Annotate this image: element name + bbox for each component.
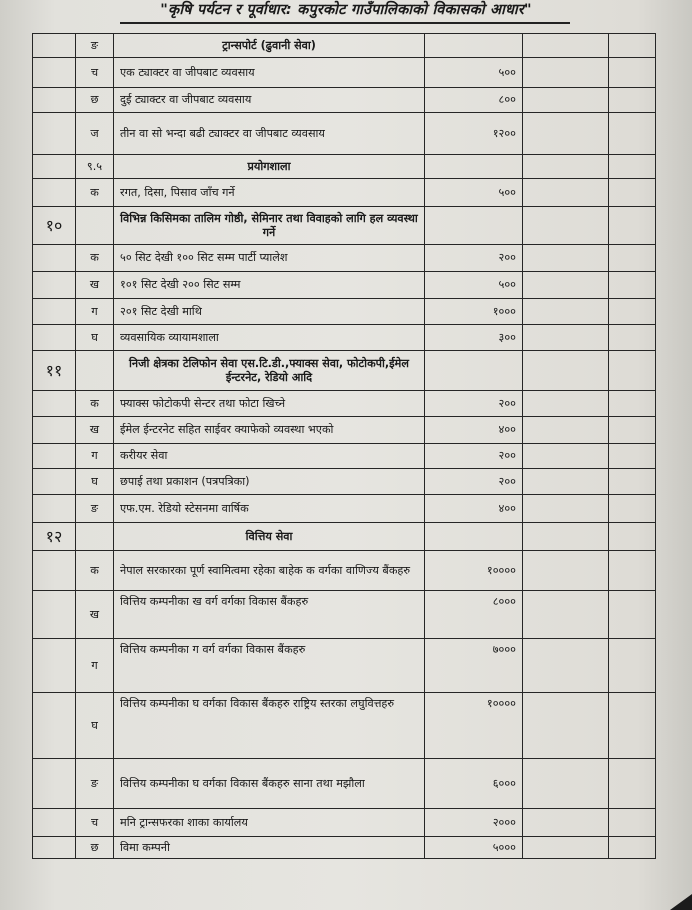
- item-letter: घ: [76, 469, 114, 495]
- table-row: [33, 245, 656, 272]
- empty-cell: [523, 591, 609, 639]
- item-letter: च: [76, 58, 114, 88]
- page-title: "कृषि पर्यटन र पूर्वाधार: कपुरकोट गाउँपालिकाको विकासको आधार": [160, 2, 532, 18]
- fee-amount: [425, 155, 523, 179]
- item-description: वित्तिय कम्पनीका घ वर्गका विकास बैंकहरु राष्ट्रिय स्तरका लघुवित्तहरु: [114, 693, 425, 759]
- item-description: विमा कम्पनी: [114, 837, 425, 859]
- table-row: [33, 639, 656, 693]
- table-row: [33, 391, 656, 417]
- empty-cell: [523, 58, 609, 88]
- section-number: १२: [33, 523, 76, 551]
- empty-cell: [609, 495, 656, 523]
- fee-amount: ५००: [425, 272, 523, 299]
- section-number: [33, 837, 76, 859]
- item-letter: ख: [76, 272, 114, 299]
- item-letter: क: [76, 245, 114, 272]
- item-letter: ख: [76, 417, 114, 444]
- empty-cell: [609, 591, 656, 639]
- item-letter: ङ: [76, 34, 114, 58]
- item-description: वित्तिय कम्पनीका घ वर्गका विकास बैंकहरु साना तथा मझौला: [114, 759, 425, 809]
- item-description: ५० सिट देखी १०० सिट सम्म पार्टी प्यालेश: [114, 245, 425, 272]
- item-description: मनि ट्रान्सफरका शाका कार्यालय: [114, 809, 425, 837]
- item-letter: ज: [76, 113, 114, 155]
- item-description: व्यवसायिक व्यायामशाला: [114, 325, 425, 351]
- fee-amount: ५०००: [425, 837, 523, 859]
- table-row: [33, 759, 656, 809]
- section-number: [33, 391, 76, 417]
- fee-amount: ६०००: [425, 759, 523, 809]
- table-row: [33, 351, 656, 391]
- table-row: [33, 58, 656, 88]
- item-letter: ग: [76, 444, 114, 469]
- table-row: [33, 523, 656, 551]
- item-letter: छ: [76, 88, 114, 113]
- fee-amount: १००००: [425, 551, 523, 591]
- table-row: [33, 299, 656, 325]
- item-letter: क: [76, 391, 114, 417]
- item-letter: ङ: [76, 759, 114, 809]
- section-number: [33, 34, 76, 58]
- item-description: रगत, दिसा, पिसाव जाँच गर्ने: [114, 179, 425, 207]
- fee-amount: २०००: [425, 809, 523, 837]
- empty-cell: [609, 391, 656, 417]
- section-number: [33, 469, 76, 495]
- table-row: [33, 179, 656, 207]
- item-letter: ग: [76, 299, 114, 325]
- fee-amount: २००: [425, 245, 523, 272]
- empty-cell: [609, 551, 656, 591]
- empty-cell: [609, 155, 656, 179]
- item-letter: ख: [76, 591, 114, 639]
- item-description: २०१ सिट देखी माथि: [114, 299, 425, 325]
- section-heading: निजी क्षेत्रका टेलिफोन सेवा एस.टि.डी.,फ्याक्स सेवा, फोटोकपी,ईमेल ईन्टरनेट, रेडियो आदि: [114, 351, 425, 391]
- item-description: तीन वा सो भन्दा बढी ट्याक्टर वा जीपबाट व्यवसाय: [114, 113, 425, 155]
- item-description: फ्याक्स फोटोकपी सेन्टर तथा फोटा खिच्ने: [114, 391, 425, 417]
- item-description: एफ.एम. रेडियो स्टेसनमा वार्षिक: [114, 495, 425, 523]
- empty-cell: [609, 88, 656, 113]
- section-number: [33, 299, 76, 325]
- fee-amount: १००००: [425, 693, 523, 759]
- table-row: [33, 469, 656, 495]
- fee-amount: ४००: [425, 417, 523, 444]
- fee-amount: ८००: [425, 88, 523, 113]
- empty-cell: [609, 207, 656, 245]
- empty-cell: [523, 495, 609, 523]
- section-number: [33, 591, 76, 639]
- table-row: [33, 837, 656, 859]
- empty-cell: [609, 809, 656, 837]
- empty-cell: [523, 391, 609, 417]
- table-row: [33, 693, 656, 759]
- section-heading: विभिन्न किसिमका तालिम गोष्ठी, सेमिनार तथा विवाहको लागि हल व्यवस्था गर्ने: [114, 207, 425, 245]
- section-number: [33, 245, 76, 272]
- empty-cell: [609, 759, 656, 809]
- empty-cell: [523, 245, 609, 272]
- item-description: नेपाल सरकारका पूर्ण स्वामित्वमा रहेका बाहेक क वर्गका वाणिज्य बैंकहरु: [114, 551, 425, 591]
- section-number: [33, 272, 76, 299]
- fee-amount: [425, 34, 523, 58]
- empty-cell: [609, 299, 656, 325]
- fee-amount: २००: [425, 444, 523, 469]
- empty-cell: [609, 113, 656, 155]
- fee-table: [32, 33, 656, 859]
- table-row: [33, 495, 656, 523]
- fee-amount: ४००: [425, 495, 523, 523]
- section-number: [33, 495, 76, 523]
- section-number: [33, 417, 76, 444]
- empty-cell: [523, 179, 609, 207]
- fee-amount: [425, 207, 523, 245]
- empty-cell: [609, 34, 656, 58]
- table-row: [33, 591, 656, 639]
- section-heading: वित्तिय सेवा: [114, 523, 425, 551]
- fee-amount: ७०००: [425, 639, 523, 693]
- fee-amount: २००: [425, 469, 523, 495]
- empty-cell: [523, 444, 609, 469]
- fee-amount: ५००: [425, 179, 523, 207]
- item-letter: घ: [76, 693, 114, 759]
- section-number: [33, 113, 76, 155]
- fee-amount: [425, 523, 523, 551]
- table-row: [33, 551, 656, 591]
- section-number: [33, 809, 76, 837]
- item-letter: [76, 207, 114, 245]
- empty-cell: [609, 351, 656, 391]
- page-corner-mark: [670, 894, 692, 910]
- empty-cell: [609, 444, 656, 469]
- table-row: [33, 113, 656, 155]
- table-row: [33, 417, 656, 444]
- fee-amount: १०००: [425, 299, 523, 325]
- section-number: [33, 551, 76, 591]
- empty-cell: [523, 113, 609, 155]
- item-letter: [76, 351, 114, 391]
- empty-cell: [523, 469, 609, 495]
- section-number: [33, 325, 76, 351]
- empty-cell: [523, 837, 609, 859]
- empty-cell: [609, 272, 656, 299]
- fee-amount: ५००: [425, 58, 523, 88]
- empty-cell: [609, 523, 656, 551]
- empty-cell: [523, 299, 609, 325]
- section-number: [33, 155, 76, 179]
- item-letter: [76, 523, 114, 551]
- section-number: [33, 759, 76, 809]
- item-letter: घ: [76, 325, 114, 351]
- empty-cell: [523, 417, 609, 444]
- empty-cell: [523, 639, 609, 693]
- section-number: [33, 179, 76, 207]
- empty-cell: [523, 155, 609, 179]
- section-number: [33, 58, 76, 88]
- table-row: [33, 272, 656, 299]
- empty-cell: [523, 551, 609, 591]
- item-letter: च: [76, 809, 114, 837]
- item-letter: छ: [76, 837, 114, 859]
- fee-amount: १२००: [425, 113, 523, 155]
- section-number: [33, 639, 76, 693]
- fee-amount: [425, 351, 523, 391]
- table-row: [33, 34, 656, 58]
- section-number: [33, 444, 76, 469]
- empty-cell: [523, 351, 609, 391]
- fee-amount: ३००: [425, 325, 523, 351]
- table-row: [33, 207, 656, 245]
- section-number: [33, 88, 76, 113]
- item-description: दुई ट्याक्टर वा जीपबाट व्यवसाय: [114, 88, 425, 113]
- empty-cell: [609, 325, 656, 351]
- empty-cell: [609, 245, 656, 272]
- item-letter: क: [76, 551, 114, 591]
- empty-cell: [609, 693, 656, 759]
- fee-amount: २००: [425, 391, 523, 417]
- table-row: [33, 88, 656, 113]
- table-row: [33, 809, 656, 837]
- fee-amount: ८०००: [425, 591, 523, 639]
- empty-cell: [523, 523, 609, 551]
- item-description: एक ट्याक्टर वा जीपबाट व्यवसाय: [114, 58, 425, 88]
- empty-cell: [609, 469, 656, 495]
- item-letter: क: [76, 179, 114, 207]
- item-description: ईमेल ईन्टरनेट सहित साईवर क्याफेको व्यवस्था भएको: [114, 417, 425, 444]
- section-heading: ट्रान्सपोर्ट (ढुवानी सेवा): [114, 34, 425, 58]
- empty-cell: [523, 693, 609, 759]
- title-underline: [120, 22, 570, 24]
- empty-cell: [523, 88, 609, 113]
- empty-cell: [609, 639, 656, 693]
- empty-cell: [523, 759, 609, 809]
- item-description: छपाई तथा प्रकाशन (पत्रपत्रिका): [114, 469, 425, 495]
- item-description: वित्तिय कम्पनीका ग वर्ग वर्गका विकास बैंकहरु: [114, 639, 425, 693]
- item-letter: ङ: [76, 495, 114, 523]
- item-letter: ९.५: [76, 155, 114, 179]
- empty-cell: [523, 272, 609, 299]
- table-row: [33, 155, 656, 179]
- section-number: [33, 693, 76, 759]
- item-description: वित्तिय कम्पनीका ख वर्ग वर्गका विकास बैंकहरु: [114, 591, 425, 639]
- empty-cell: [609, 837, 656, 859]
- section-number: १०: [33, 207, 76, 245]
- item-letter: ग: [76, 639, 114, 693]
- empty-cell: [523, 207, 609, 245]
- empty-cell: [609, 58, 656, 88]
- item-description: १०१ सिट देखी २०० सिट सम्म: [114, 272, 425, 299]
- empty-cell: [523, 34, 609, 58]
- empty-cell: [609, 417, 656, 444]
- section-heading: प्रयोगशाला: [114, 155, 425, 179]
- empty-cell: [523, 325, 609, 351]
- section-number: ११: [33, 351, 76, 391]
- empty-cell: [609, 179, 656, 207]
- table-row: [33, 325, 656, 351]
- table-row: [33, 444, 656, 469]
- empty-cell: [523, 809, 609, 837]
- item-description: करीयर सेवा: [114, 444, 425, 469]
